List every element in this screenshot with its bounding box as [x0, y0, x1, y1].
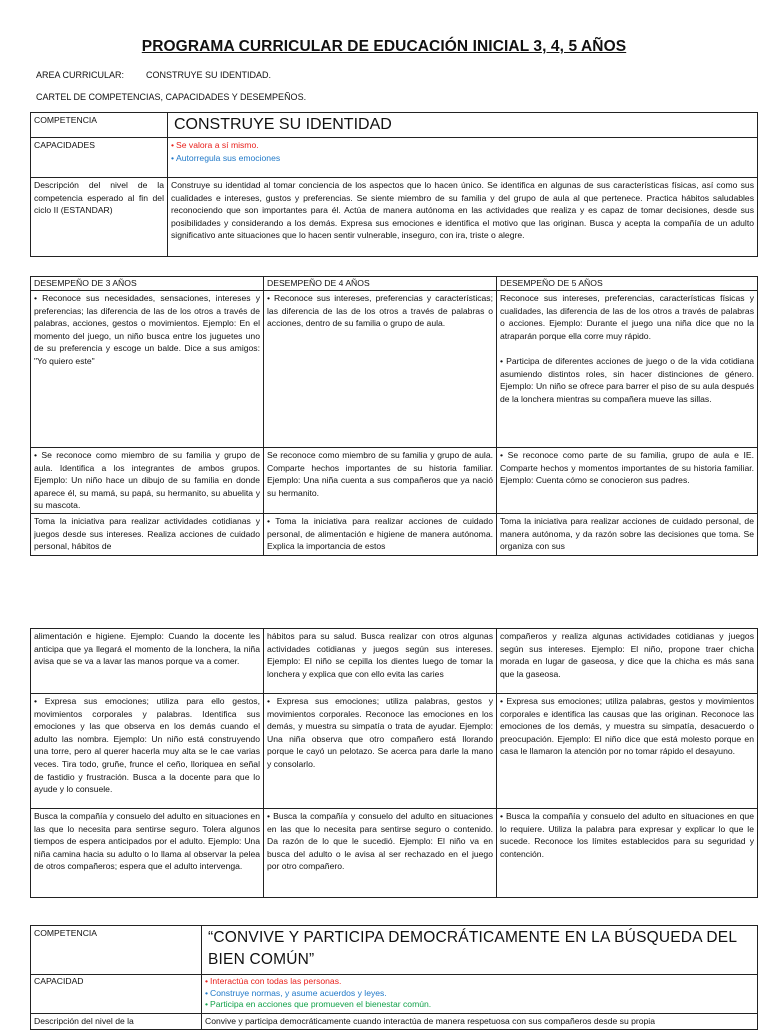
cartel-line: CARTEL DE COMPETENCIAS, CAPACIDADES Y DESEMPEÑOS.	[36, 92, 307, 102]
capacidad-item: • Se valora a sí mismo.	[171, 140, 259, 150]
capacidad-label: CAPACIDAD	[31, 975, 202, 1014]
capacidad-item: • Construye normas, y asume acuerdos y leyes.	[205, 987, 387, 998]
capacidad-item: • Autorregula sus emociones	[171, 152, 281, 163]
desempeno-cell: • Se reconoce como miembro de su familia y grupo de aula. Identifica a los integrantes de ambos grupos. Ejemplo: Un niño hace un dibujo de su familia en donde aparece él, su mamá, su papá, su hermanito, su abuelita y su mascota.	[31, 448, 264, 514]
desempeno-cell: • Expresa sus emociones; utiliza palabras, gestos y movimientos corporales e identifica las causas que las originan. Reconoce las emociones de los demás, y muestra su simpatía, desacuerdo o preocupación. Ejemplo: El niño dice que está molesto porque en casa le llamaron la atención por no tomar rápido el desayuno.	[497, 694, 758, 809]
desempeno-cell: • Reconoce sus intereses, preferencias y características; las diferencia de las de los otros a través de palabras o acciones, dentro de su familia o grupo de aula.	[264, 291, 497, 448]
desempeno-cell: • Expresa sus emociones; utiliza para ello gestos, movimientos corporales y palabras. Identifica sus emociones y las que observa en los demás cuando el adulto las nombra. Ejemplo: Un niño está construyendo una torre, pero al querer hacerla muy alta se le cae varias veces. Tira todo, gruñe, frunce el ceño, lloriquea en señal de fastidio y frustración. Busca a la docente para que lo ayude y lo consuele.	[31, 694, 264, 809]
header-desempeno-3: DESEMPEÑO DE 3 AÑOS	[31, 277, 264, 291]
desempeno-cell: • Reconoce sus necesidades, sensaciones, intereses y preferencias; las diferencia de las de los otros a través de palabras, acciones, gestos o movimientos. Ejemplo: En el momento del juego, un niño busca entre los juguetes uno de su preferencia y escoge un balde. Dice a sus amigos: "Yo quiero este"	[31, 291, 264, 448]
descripcion-label: Descripción del nivel de la competencia esperado al fin del ciclo II (ESTANDAR)	[31, 178, 168, 257]
desempeno-cell: • Busca la compañía y consuelo del adulto en situaciones en las que lo necesita para sentirse seguro o contenido. Da razón de lo que le sucedió. Ejemplo: El niño va en busca del adulto o le avisa al ser rechazado en el juego por otro compañero.	[264, 809, 497, 898]
competencia-table-1	[30, 112, 758, 257]
desempeno-cell: hábitos para su salud. Busca realizar con otros algunas actividades cotidianas y juegos según sus intereses. Ejemplo: El niño se cepilla los dientes luego de tomar la lonchera y explica que con ello evita las caries	[264, 629, 497, 694]
competencia-title: “CONVIVE Y PARTICIPA DEMOCRÁTICAMENTE EN LA BÚSQUEDA DEL BIEN COMÚN”	[202, 926, 758, 975]
desempeno-cell-continued: • Toma la iniciativa para realizar acciones de cuidado personal, de alimentación e higiene de manera autónoma. Explica la importancia de estos	[264, 513, 497, 555]
desempeno-cell: compañeros y realiza algunas actividades cotidianas y juegos según sus intereses. Ejemplo: El niño, propone traer chicha morada en lugar de gaseosa, y dice que la chicha es más sana que la gaseosa.	[497, 629, 758, 694]
competencia-title: CONSTRUYE SU IDENTIDAD	[168, 113, 758, 138]
descripcion-label: Descripción del nivel de la	[31, 1014, 202, 1030]
desempeno-cell: • Se reconoce como parte de su familia, grupo de aula e IE. Comparte hechos y momentos importantes de su historia familiar. Ejemplo: Cuenta cómo se conocieron sus padres.	[497, 448, 758, 514]
competencia-label: COMPETENCIA	[31, 926, 202, 975]
area-curricular-value: CONSTRUYE SU IDENTIDAD.	[146, 70, 272, 80]
competencia-table-2	[30, 925, 758, 1030]
capacidades-label: CAPACIDADES	[31, 138, 168, 178]
document-title: PROGRAMA CURRICULAR DE EDUCACIÓN INICIAL 3, 4, 5 AÑOS	[141, 38, 627, 55]
desempeno-cell: alimentación e higiene. Ejemplo: Cuando la docente les anticipa que ya llegará el momento de la lonchera, la niña avisa que se va a lavar las manos porque va a comer.	[31, 629, 264, 694]
descripcion-estandar: Construye su identidad al tomar conciencia de los aspectos que lo hacen único. Se identifica en algunas de sus características físicas, así como sus cualidades e intereses, gustos y preferencias. Se siente miembro de su familia y del grupo de aula al que pertenece. Practica hábitos saludables reconociendo que son importantes para él. Actúa de manera autónoma en las actividades que realiza y es capaz de tomar decisiones, desde sus posibilidades y considerando a los demás. Expresa sus emociones e identifica el motivo que las originan. Busca y acepta la compañía de un adulto significativo ante situaciones que lo hacen sentir vulnerable, inseguro, con ira, triste o alegre.	[168, 178, 758, 257]
area-curricular-line	[36, 70, 271, 80]
desempeno-cell: Busca la compañía y consuelo del adulto en situaciones en las que lo necesita para sentirse seguro. Tolera algunos tiempos de espera anticipados por el adulto. Ejemplo: Una niña camina hacia su adulto o lo llama al observar la pelea de otros compañeros; espera que el adulto intervenga.	[31, 809, 264, 898]
desempeno-cell-continued: Toma la iniciativa para realizar actividades cotidianas y juegos desde sus intereses. Realiza acciones de cuidado personal, hábitos de	[31, 513, 264, 555]
capacidades-list	[168, 138, 758, 178]
area-curricular-label: AREA CURRICULAR:	[36, 70, 125, 80]
capacidad-item: • Interactúa con todas las personas.	[205, 976, 342, 986]
desempenos-table-1	[30, 276, 758, 556]
desempeno-cell: Se reconoce como miembro de su familia y grupo de aula. Comparte hechos importantes de su historia familiar. Ejemplo: Una niña cuenta a sus compañeros que ya nació su hermanito.	[264, 448, 497, 514]
desempeno-cell: Reconoce sus intereses, preferencias, características físicas y cualidades, las diferencia de las de los otros a través de palabras o acciones. Ejemplo: Durante el juego una niña dice que no la atraparán porque ella corre muy rápido. • Participa de diferentes acciones de juego o de la vida cotidiana asumiendo distintos roles, sin hacer distinciones de género. Ejemplo: Un niño se ofrece para barrer el piso de su aula después de la lonchera mientras su compañera mueve las sillas.	[497, 291, 758, 448]
capacidades-list	[202, 975, 758, 1014]
desempenos-table-2	[30, 628, 758, 898]
capacidad-item: • Participa en acciones que promueven el bienestar común.	[205, 999, 432, 1010]
desempeno-cell: • Busca la compañía y consuelo del adulto en situaciones en que lo requiere. Utiliza la palabra para expresar y explicar lo que le sucede. Reconoce los límites establecidos para su seguridad y contención.	[497, 809, 758, 898]
header-desempeno-5: DESEMPEÑO DE 5 AÑOS	[497, 277, 758, 291]
descripcion-estandar: Convive y participa democráticamente cuando interactúa de manera respetuosa con sus compañeros desde su propia	[202, 1014, 758, 1030]
desempeno-cell-continued: Toma la iniciativa para realizar acciones de cuidado personal, de manera autónoma, y da razón sobre las decisiones que toma. Se organiza con sus	[497, 513, 758, 555]
header-desempeno-4: DESEMPEÑO DE 4 AÑOS	[264, 277, 497, 291]
desempeno-cell: • Expresa sus emociones; utiliza palabras, gestos y movimientos corporales. Reconoce las emociones en los demás, y muestra su simpatía o trata de ayudar. Ejemplo: Una niña observa que otro compañero está llorando porque le cayó un pelotazo. Se acerca para darle la mano y consolarlo.	[264, 694, 497, 809]
competencia-label: COMPETENCIA	[31, 113, 168, 138]
